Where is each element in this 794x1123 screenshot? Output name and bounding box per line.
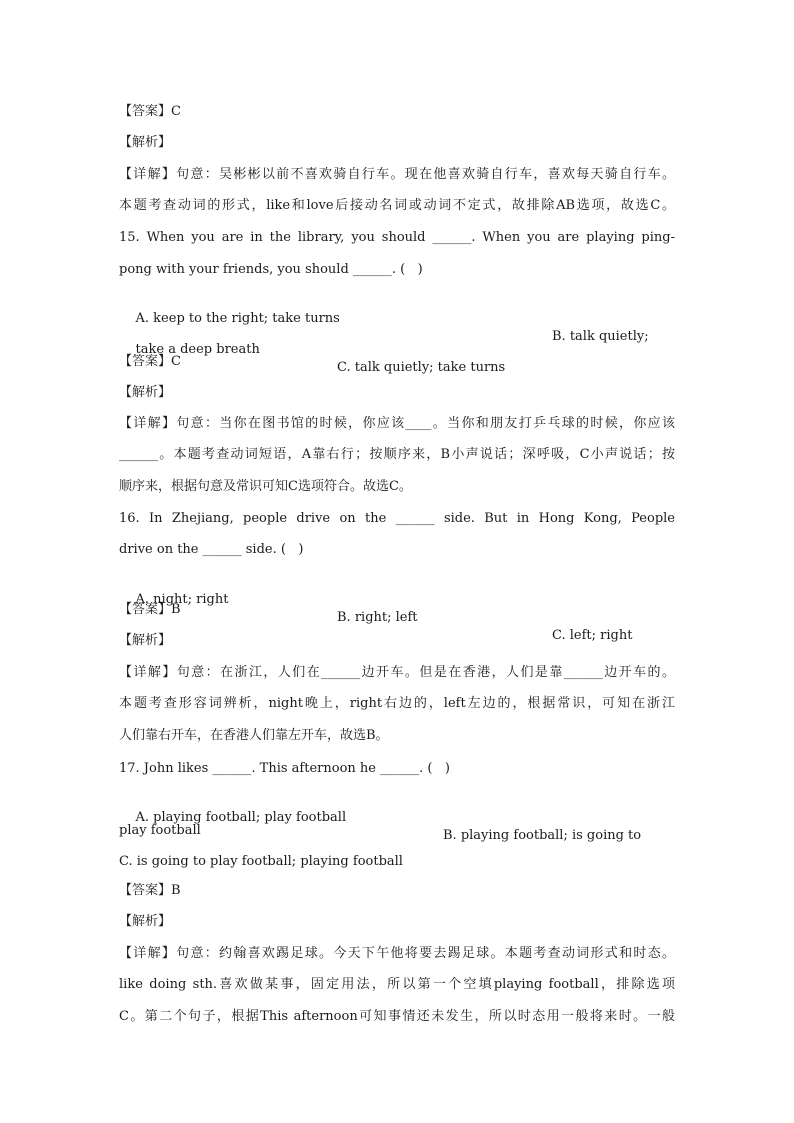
option-15-a: A. keep to the right; take turns — [135, 311, 340, 326]
answer-label-14: 【答案】C — [119, 104, 181, 119]
option-15-b-cont: take a deep breath — [135, 342, 260, 357]
option-16-a: A. night; right — [135, 592, 229, 607]
question-16-line-2: drive on the ______ side. ( ) — [119, 542, 304, 557]
option-17-a: A. playing football; play football — [135, 810, 347, 825]
detail-15-line-1: 【详解】句意：当你在图书馆的时候，你应该____。当你和朋友打乒乓球的时候，你应该 — [119, 416, 675, 431]
analysis-label-16: 【解析】 — [119, 633, 172, 648]
detail-14-line-2: 本题考查动词的形式，like和love后接动名词或动词不定式，故排除AB选项，故选C。 — [119, 198, 675, 213]
analysis-label-14: 【解析】 — [119, 135, 172, 150]
detail-17-line-2: like doing sth.喜欢做某事，固定用法，所以第一个空填playing football，排除选项 — [119, 977, 675, 992]
options-17-line-2: play football — [119, 823, 201, 838]
question-15-line-1: 15. When you are in the library, you should ______. When you are playing ping- — [119, 230, 675, 245]
detail-15-line-2: ______。本题考查动词短语，A靠右行；按顺序来，B小声说话；深呼吸，C小声说话；按 — [119, 447, 675, 462]
analysis-label-17: 【解析】 — [119, 914, 172, 929]
question-15-line-2: pong with your friends, you should ______. ( ) — [119, 262, 423, 277]
detail-15-line-3: 顺序来，根据句意及常识可知C选项符合。故选C。 — [119, 479, 412, 494]
option-15-b: B. talk quietly; — [552, 329, 649, 344]
detail-17-line-1: 【详解】句意：约翰喜欢踢足球。今天下午他将要去踢足球。本题考查动词形式和时态。 — [119, 946, 675, 961]
answer-label-15: 【答案】C — [119, 354, 181, 369]
option-17-b: B. playing football; is going to — [443, 828, 642, 843]
answer-label-16: 【答案】B — [119, 602, 181, 617]
detail-16-line-2: 本题考查形容词辨析，night晚上，right右边的，left左边的，根据常识，可知在浙江 — [119, 696, 675, 711]
analysis-label-15: 【解析】 — [119, 385, 172, 400]
question-16-line-1: 16. In Zhejiang, people drive on the ______ side. But in Hong Kong, People — [119, 511, 675, 526]
answer-label-17: 【答案】B — [119, 883, 181, 898]
option-15-c: C. talk quietly; take turns — [337, 360, 506, 375]
option-17-c: C. is going to play football; playing football — [119, 854, 403, 869]
detail-17-line-3: C。第二个句子，根据This afternoon可知事情还未发生，所以时态用一般将来时。一般 — [119, 1009, 675, 1024]
detail-16-line-3: 人们靠右开车，在香港人们靠左开车，故选B。 — [119, 728, 389, 743]
question-17: 17. John likes ______. This afternoon he ______. ( ) — [119, 761, 450, 776]
option-16-b: B. right; left — [337, 610, 418, 625]
detail-16-line-1: 【详解】句意：在浙江，人们在______边开车。但是在香港，人们是靠______边开车的。 — [119, 665, 675, 680]
detail-14-line-1: 【详解】句意：吴彬彬以前不喜欢骑自行车。现在他喜欢骑自行车，喜欢每天骑自行车。 — [119, 167, 675, 182]
option-16-c: C. left; right — [552, 628, 633, 643]
